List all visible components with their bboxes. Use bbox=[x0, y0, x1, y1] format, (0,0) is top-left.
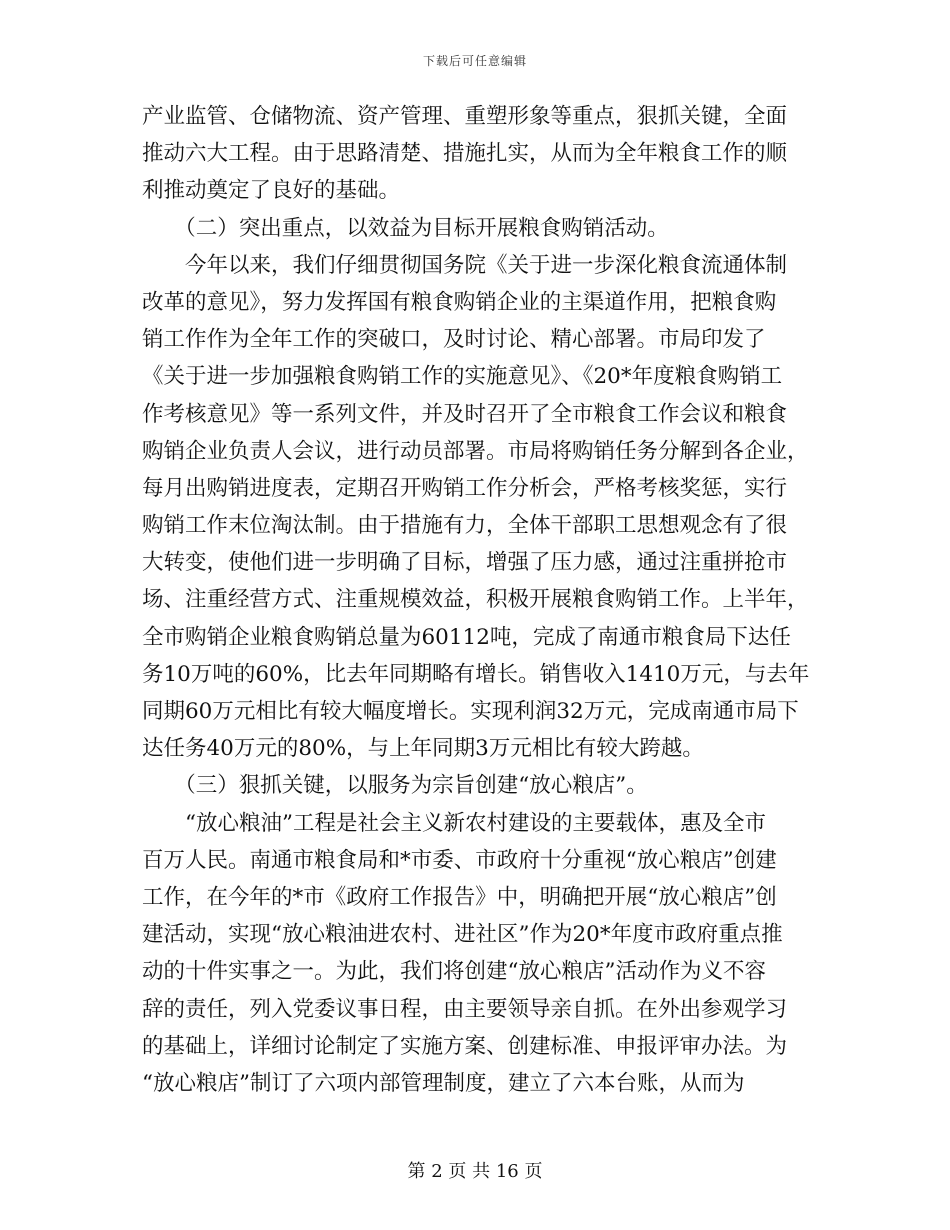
text-line: 销工作作为全年工作的突破口，及时讨论、精心部署。市局印发了 bbox=[142, 327, 766, 353]
text-line: “放心粮店”制订了六项内部管理制度，建立了六本台账，从而为 bbox=[142, 1070, 745, 1096]
text-line: 场、注重经营方式、注重规模效益，积极开展粮食购销工作。上半年， bbox=[142, 587, 809, 613]
text-line: 今年以来，我们仔细贯彻国务院《关于进一步深化粮食流通体制 bbox=[142, 252, 788, 278]
text-line: 产业监管、仓储物流、资产管理、重塑形象等重点，狠抓关键，全面 bbox=[142, 104, 788, 129]
text-line: 改革的意见》，努力发挥国有粮食购销企业的主渠道作用，把粮食购 bbox=[142, 289, 777, 315]
text-line: 工作，在今年的*市《政府工作报告》中，明确把开展“放心粮店”创 bbox=[142, 884, 777, 910]
text-line: 利推动奠定了良好的基础。 bbox=[142, 178, 401, 204]
text-line: 百万人民。南通市粮食局和*市委、市政府十分重视“放心粮店”创建 bbox=[142, 847, 777, 873]
text-line: 动的十件实事之一。为此，我们将创建“放心粮店”活动作为义不容 bbox=[142, 959, 766, 985]
text-line: 购销工作末位淘汰制。由于措施有力，全体干部职工思想观念有了很 bbox=[142, 513, 788, 539]
text-line: 达任务40万元的80%，与上年同期3万元相比有较大跨越。 bbox=[142, 736, 704, 762]
text-line: 购销企业负责人会议，进行动员部署。市局将购销任务分解到各企业， bbox=[142, 438, 809, 464]
text-line: “放心粮油”工程是社会主义新农村建设的主要载体，惠及全市 bbox=[142, 810, 766, 836]
section-heading: （二）突出重点，以效益为目标开展粮食购销活动。 bbox=[142, 215, 669, 241]
text-line: 作考核意见》等一系列文件，并及时召开了全市粮食工作会议和粮食 bbox=[142, 401, 788, 427]
document-body bbox=[142, 98, 812, 1102]
text-line: 《关于进一步加强粮食购销工作的实施意见》、《20*年度粮食购销工 bbox=[142, 364, 783, 390]
text-line: 的基础上，详细讨论制定了实施方案、创建标准、申报评审办法。为 bbox=[142, 1033, 788, 1059]
section-heading: （三）狠抓关键，以服务为宗旨创建“放心粮店”。 bbox=[142, 773, 648, 799]
text-line: 建活动，实现“放心粮油进农村、进社区”作为20*年度市政府重点推 bbox=[142, 922, 783, 948]
text-line: 推动六大工程。由于思路清楚、措施扎实，从而为全年粮食工作的顺 bbox=[142, 141, 788, 167]
text-line: 务10万吨的60%，比去年同期略有增长。销售收入1410万元，与去年 bbox=[142, 661, 810, 687]
text-line: 全市购销企业粮食购销总量为60112吨，完成了南通市粮食局下达任 bbox=[142, 624, 791, 650]
text-line: 辞的责任，列入党委议事日程，由主要领导亲自抓。在外出参观学习 bbox=[142, 996, 788, 1022]
text-line: 大转变，使他们进一步明确了目标，增强了压力感，通过注重拼抢市 bbox=[142, 550, 788, 576]
page-header: 下载后可任意编辑 bbox=[422, 54, 527, 68]
text-line: 同期60万元相比有较大幅度增长。实现利润32万元，完成南通市局下 bbox=[142, 699, 799, 724]
page-number-footer: 第 2 页 共 16 页 bbox=[407, 1161, 543, 1182]
text-line: 每月出购销进度表，定期召开购销工作分析会，严格考核奖惩，实行 bbox=[142, 475, 788, 501]
